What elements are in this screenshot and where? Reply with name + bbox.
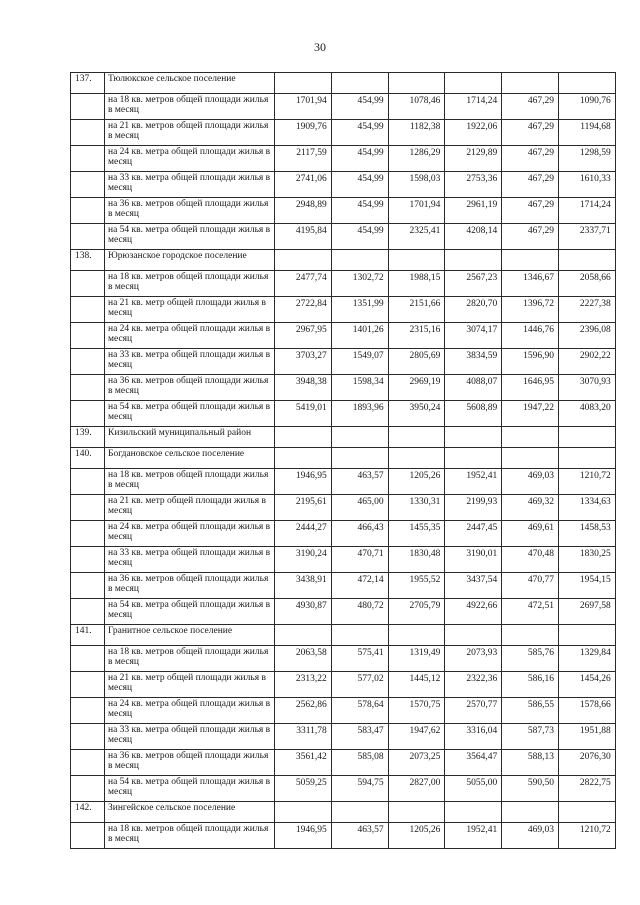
value-cell: 2396,08: [558, 323, 615, 349]
value-cell: 1286,29: [388, 146, 445, 172]
value-cell: 2313,22: [275, 672, 332, 698]
value-cell: 3561,42: [275, 750, 332, 776]
value-cell: 2063,58: [275, 646, 332, 672]
tariff-table-body: [71, 73, 616, 849]
value-cell: 470,77: [502, 573, 559, 599]
value-cell: 1205,26: [388, 469, 445, 495]
row-index: [71, 495, 105, 521]
table-row: [71, 573, 616, 599]
value-cell: [275, 250, 332, 271]
value-cell: 1947,22: [502, 401, 559, 427]
value-cell: 1646,95: [502, 375, 559, 401]
section-row: [71, 802, 616, 823]
value-cell: 588,13: [502, 750, 559, 776]
value-cell: 1598,34: [331, 375, 388, 401]
row-label: на 18 кв. метров общей площади жилья в месяц: [105, 823, 275, 849]
value-cell: 467,29: [502, 198, 559, 224]
row-label: на 36 кв. метров общей площади жилья в месяц: [105, 750, 275, 776]
page-number: 30: [314, 40, 326, 54]
table-row: [71, 724, 616, 750]
value-cell: 1396,72: [502, 297, 559, 323]
value-cell: 1830,25: [558, 547, 615, 573]
row-index: 142.: [71, 802, 105, 823]
value-cell: 1210,72: [558, 823, 615, 849]
value-cell: 2705,79: [388, 599, 445, 625]
row-index: 138.: [71, 250, 105, 271]
value-cell: [388, 802, 445, 823]
row-label: на 21 кв. метр общей площади жилья в месяц: [105, 672, 275, 698]
value-cell: 1946,95: [275, 823, 332, 849]
value-cell: 4922,66: [445, 599, 502, 625]
value-cell: [558, 802, 615, 823]
value-cell: 1549,07: [331, 349, 388, 375]
value-cell: 2697,58: [558, 599, 615, 625]
row-index: [71, 698, 105, 724]
section-title: Богдановское сельское поселение: [105, 448, 275, 469]
value-cell: 1445,12: [388, 672, 445, 698]
row-index: [71, 94, 105, 120]
value-cell: 3703,27: [275, 349, 332, 375]
value-cell: 1578,66: [558, 698, 615, 724]
value-cell: 5419,01: [275, 401, 332, 427]
value-cell: 585,76: [502, 646, 559, 672]
value-cell: [275, 427, 332, 448]
row-label: на 33 кв. метра общей площади жилья в месяц: [105, 547, 275, 573]
value-cell: 454,99: [331, 94, 388, 120]
value-cell: [275, 448, 332, 469]
value-cell: [331, 250, 388, 271]
value-cell: 3438,91: [275, 573, 332, 599]
value-cell: [502, 250, 559, 271]
value-cell: [445, 448, 502, 469]
table-row: [71, 172, 616, 198]
value-cell: [502, 802, 559, 823]
value-cell: 583,47: [331, 724, 388, 750]
value-cell: 3834,59: [445, 349, 502, 375]
value-cell: 1714,24: [445, 94, 502, 120]
value-cell: 1078,46: [388, 94, 445, 120]
value-cell: 3190,01: [445, 547, 502, 573]
value-cell: 3190,24: [275, 547, 332, 573]
value-cell: 2741,06: [275, 172, 332, 198]
value-cell: 2969,19: [388, 375, 445, 401]
row-label: на 21 кв. метров общей площади жилья в месяц: [105, 120, 275, 146]
value-cell: 1952,41: [445, 823, 502, 849]
value-cell: 1334,63: [558, 495, 615, 521]
value-cell: [558, 73, 615, 94]
value-cell: 472,51: [502, 599, 559, 625]
table-row: [71, 599, 616, 625]
value-cell: [388, 427, 445, 448]
value-cell: [502, 625, 559, 646]
value-cell: 594,75: [331, 776, 388, 802]
row-label: на 33 кв. метра общей площади жилья в месяц: [105, 724, 275, 750]
row-label: на 36 кв. метров общей площади жилья в месяц: [105, 198, 275, 224]
value-cell: 2570,77: [445, 698, 502, 724]
value-cell: 2073,25: [388, 750, 445, 776]
row-index: [71, 401, 105, 427]
value-cell: 3311,78: [275, 724, 332, 750]
value-cell: 1302,72: [331, 271, 388, 297]
value-cell: [445, 802, 502, 823]
value-cell: 1330,31: [388, 495, 445, 521]
row-index: [71, 547, 105, 573]
value-cell: 466,43: [331, 521, 388, 547]
value-cell: 1401,26: [331, 323, 388, 349]
value-cell: 2073,93: [445, 646, 502, 672]
section-row: [71, 250, 616, 271]
row-index: [71, 521, 105, 547]
row-index: [71, 469, 105, 495]
value-cell: 469,03: [502, 823, 559, 849]
row-label: на 24 кв. метра общей площади жилья в месяц: [105, 146, 275, 172]
section-title: Юрюзанское городское поселение: [105, 250, 275, 271]
row-label: на 21 кв. метр общей площади жилья в месяц: [105, 495, 275, 521]
value-cell: 454,99: [331, 146, 388, 172]
table-row: [71, 224, 616, 250]
value-cell: 1446,76: [502, 323, 559, 349]
value-cell: 467,29: [502, 172, 559, 198]
value-cell: [558, 427, 615, 448]
table-row: [71, 297, 616, 323]
value-cell: 1298,59: [558, 146, 615, 172]
value-cell: [558, 448, 615, 469]
value-cell: 480,72: [331, 599, 388, 625]
value-cell: 4088,07: [445, 375, 502, 401]
row-label: на 54 кв. метра общей площади жилья в месяц: [105, 401, 275, 427]
row-index: 140.: [71, 448, 105, 469]
value-cell: [331, 73, 388, 94]
table-row: [71, 495, 616, 521]
value-cell: 1955,52: [388, 573, 445, 599]
value-cell: [445, 250, 502, 271]
value-cell: [331, 448, 388, 469]
row-index: [71, 120, 105, 146]
row-label: на 24 кв. метра общей площади жилья в месяц: [105, 323, 275, 349]
row-label: на 24 кв. метра общей площади жилья в месяц: [105, 521, 275, 547]
value-cell: 469,61: [502, 521, 559, 547]
row-label: на 54 кв. метра общей площади жилья в месяц: [105, 599, 275, 625]
value-cell: 1922,06: [445, 120, 502, 146]
row-index: [71, 146, 105, 172]
value-cell: 463,57: [331, 823, 388, 849]
value-cell: 463,57: [331, 469, 388, 495]
table-row: [71, 469, 616, 495]
value-cell: [275, 802, 332, 823]
row-index: [71, 823, 105, 849]
row-label: на 18 кв. метров общей площади жилья в месяц: [105, 469, 275, 495]
value-cell: 3316,04: [445, 724, 502, 750]
value-cell: 2117,59: [275, 146, 332, 172]
value-cell: 2567,23: [445, 271, 502, 297]
value-cell: [388, 250, 445, 271]
value-cell: 2827,00: [388, 776, 445, 802]
row-index: [71, 198, 105, 224]
value-cell: 1946,95: [275, 469, 332, 495]
row-label: на 21 кв. метр общей площади жилья в месяц: [105, 297, 275, 323]
tariff-table: [70, 72, 616, 849]
value-cell: 1319,49: [388, 646, 445, 672]
value-cell: [558, 250, 615, 271]
table-row: [71, 776, 616, 802]
row-label: на 36 кв. метров общей площади жилья в месяц: [105, 375, 275, 401]
value-cell: 4083,20: [558, 401, 615, 427]
value-cell: 4195,84: [275, 224, 332, 250]
row-index: [71, 172, 105, 198]
value-cell: 587,73: [502, 724, 559, 750]
value-cell: 2195,61: [275, 495, 332, 521]
value-cell: [502, 448, 559, 469]
row-label: на 33 кв. метра общей площади жилья в месяц: [105, 172, 275, 198]
value-cell: 1951,88: [558, 724, 615, 750]
value-cell: 470,48: [502, 547, 559, 573]
table-row: [71, 401, 616, 427]
table-row: [71, 672, 616, 698]
row-index: [71, 349, 105, 375]
value-cell: 1701,94: [275, 94, 332, 120]
value-cell: 1714,24: [558, 198, 615, 224]
value-cell: 1909,76: [275, 120, 332, 146]
section-title: Тюлюкское сельское поселение: [105, 73, 275, 94]
value-cell: 454,99: [331, 224, 388, 250]
value-cell: [502, 73, 559, 94]
value-cell: 1954,15: [558, 573, 615, 599]
value-cell: 2967,95: [275, 323, 332, 349]
value-cell: 1182,38: [388, 120, 445, 146]
table-row: [71, 349, 616, 375]
value-cell: 4208,14: [445, 224, 502, 250]
value-cell: 3074,17: [445, 323, 502, 349]
value-cell: 467,29: [502, 224, 559, 250]
table-row: [71, 323, 616, 349]
row-label: на 54 кв. метра общей площади жилья в месяц: [105, 776, 275, 802]
table-row: [71, 120, 616, 146]
value-cell: [388, 448, 445, 469]
value-cell: 454,99: [331, 198, 388, 224]
value-cell: 467,29: [502, 146, 559, 172]
value-cell: 3564,47: [445, 750, 502, 776]
value-cell: 467,29: [502, 120, 559, 146]
row-index: [71, 646, 105, 672]
value-cell: 1210,72: [558, 469, 615, 495]
section-title: Зингейское сельское поселение: [105, 802, 275, 823]
table-row: [71, 823, 616, 849]
row-index: [71, 224, 105, 250]
value-cell: 575,41: [331, 646, 388, 672]
value-cell: 2337,71: [558, 224, 615, 250]
value-cell: 2902,22: [558, 349, 615, 375]
row-index: [71, 573, 105, 599]
value-cell: 469,32: [502, 495, 559, 521]
row-index: [71, 271, 105, 297]
value-cell: 1205,26: [388, 823, 445, 849]
value-cell: 470,71: [331, 547, 388, 573]
value-cell: 1090,76: [558, 94, 615, 120]
row-index: [71, 776, 105, 802]
section-row: [71, 73, 616, 94]
section-row: [71, 448, 616, 469]
value-cell: 1455,35: [388, 521, 445, 547]
table-row: [71, 146, 616, 172]
value-cell: 4930,87: [275, 599, 332, 625]
value-cell: [445, 427, 502, 448]
value-cell: 2058,66: [558, 271, 615, 297]
value-cell: [388, 625, 445, 646]
value-cell: 2129,89: [445, 146, 502, 172]
row-label: на 54 кв. метра общей площади жилья в месяц: [105, 224, 275, 250]
value-cell: 590,50: [502, 776, 559, 802]
value-cell: 469,03: [502, 469, 559, 495]
value-cell: 1610,33: [558, 172, 615, 198]
value-cell: [558, 625, 615, 646]
value-cell: 2961,19: [445, 198, 502, 224]
row-index: [71, 724, 105, 750]
value-cell: 1701,94: [388, 198, 445, 224]
value-cell: 2325,41: [388, 224, 445, 250]
table-row: [71, 271, 616, 297]
value-cell: 2820,70: [445, 297, 502, 323]
value-cell: 5608,89: [445, 401, 502, 427]
value-cell: [445, 625, 502, 646]
value-cell: 3948,38: [275, 375, 332, 401]
value-cell: 1458,53: [558, 521, 615, 547]
section-row: [71, 625, 616, 646]
value-cell: 1570,75: [388, 698, 445, 724]
value-cell: 2805,69: [388, 349, 445, 375]
value-cell: 2199,93: [445, 495, 502, 521]
value-cell: 2227,38: [558, 297, 615, 323]
table-row: [71, 547, 616, 573]
value-cell: 1830,48: [388, 547, 445, 573]
value-cell: 454,99: [331, 120, 388, 146]
value-cell: 578,64: [331, 698, 388, 724]
table-row: [71, 698, 616, 724]
value-cell: 1598,03: [388, 172, 445, 198]
value-cell: 2076,30: [558, 750, 615, 776]
value-cell: 3070,93: [558, 375, 615, 401]
value-cell: 1893,96: [331, 401, 388, 427]
value-cell: 465,00: [331, 495, 388, 521]
row-label: на 33 кв. метра общей площади жилья в месяц: [105, 349, 275, 375]
value-cell: 1329,84: [558, 646, 615, 672]
value-cell: 586,55: [502, 698, 559, 724]
table-row: [71, 521, 616, 547]
value-cell: 5059,25: [275, 776, 332, 802]
value-cell: 2822,75: [558, 776, 615, 802]
value-cell: 577,02: [331, 672, 388, 698]
table-row: [71, 94, 616, 120]
value-cell: 1596,90: [502, 349, 559, 375]
value-cell: 1988,15: [388, 271, 445, 297]
row-index: [71, 599, 105, 625]
row-index: [71, 750, 105, 776]
value-cell: 454,99: [331, 172, 388, 198]
value-cell: 2753,36: [445, 172, 502, 198]
row-index: 141.: [71, 625, 105, 646]
value-cell: 1351,99: [331, 297, 388, 323]
row-index: [71, 297, 105, 323]
value-cell: 2948,89: [275, 198, 332, 224]
row-label: на 18 кв. метров общей площади жилья в месяц: [105, 646, 275, 672]
value-cell: 1454,26: [558, 672, 615, 698]
value-cell: 586,16: [502, 672, 559, 698]
value-cell: 3437,54: [445, 573, 502, 599]
value-cell: 2447,45: [445, 521, 502, 547]
row-label: на 18 кв. метров общей площади жилья в месяц: [105, 271, 275, 297]
row-label: на 24 кв. метра общей площади жилья в месяц: [105, 698, 275, 724]
value-cell: [388, 73, 445, 94]
value-cell: 1194,68: [558, 120, 615, 146]
value-cell: [331, 802, 388, 823]
section-title: Гранитное сельское поселение: [105, 625, 275, 646]
value-cell: 2151,66: [388, 297, 445, 323]
row-index: 139.: [71, 427, 105, 448]
value-cell: 472,14: [331, 573, 388, 599]
row-label: на 36 кв. метров общей площади жилья в месяц: [105, 573, 275, 599]
row-index: [71, 323, 105, 349]
section-title: Кизильский муниципальный район: [105, 427, 275, 448]
value-cell: [331, 427, 388, 448]
value-cell: 585,08: [331, 750, 388, 776]
section-row: [71, 427, 616, 448]
table-row: [71, 198, 616, 224]
row-index: 137.: [71, 73, 105, 94]
value-cell: 3950,24: [388, 401, 445, 427]
table-row: [71, 750, 616, 776]
value-cell: [331, 625, 388, 646]
value-cell: 2444,27: [275, 521, 332, 547]
row-index: [71, 375, 105, 401]
value-cell: [502, 427, 559, 448]
value-cell: 2722,84: [275, 297, 332, 323]
value-cell: 1346,67: [502, 271, 559, 297]
value-cell: 1947,62: [388, 724, 445, 750]
table-row: [71, 375, 616, 401]
table-row: [71, 646, 616, 672]
value-cell: [275, 73, 332, 94]
value-cell: 2315,16: [388, 323, 445, 349]
value-cell: 2562,86: [275, 698, 332, 724]
value-cell: 5055,00: [445, 776, 502, 802]
value-cell: 467,29: [502, 94, 559, 120]
row-index: [71, 672, 105, 698]
value-cell: [445, 73, 502, 94]
row-label: на 18 кв. метров общей площади жилья в месяц: [105, 94, 275, 120]
value-cell: 1952,41: [445, 469, 502, 495]
value-cell: 2477,74: [275, 271, 332, 297]
value-cell: [275, 625, 332, 646]
value-cell: 2322,36: [445, 672, 502, 698]
